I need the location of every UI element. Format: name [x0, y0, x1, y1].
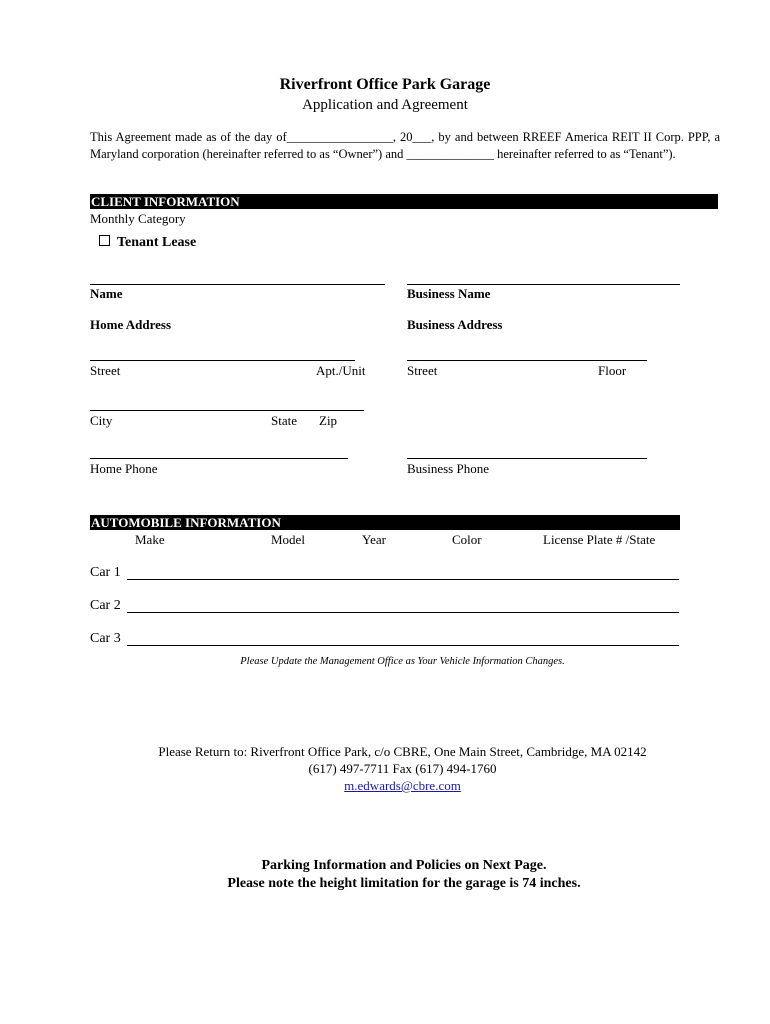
name-label: Name: [90, 286, 123, 301]
home-phone-label: Home Phone: [90, 461, 158, 476]
business-address-label: Business Address: [407, 317, 503, 332]
street-label: Street: [90, 363, 121, 378]
col-year: Year: [362, 532, 386, 547]
city-label: City: [90, 413, 113, 428]
tenant-lease-label: Tenant Lease: [117, 235, 197, 250]
automobile-info-header: AUTOMOBILE INFORMATION: [90, 515, 680, 530]
car-3-field[interactable]: [127, 645, 679, 646]
business-name-label: Business Name: [407, 286, 491, 301]
home-phone-field[interactable]: [90, 458, 348, 459]
car-2-label: Car 2: [90, 598, 121, 613]
page-subtitle: Application and Agreement: [302, 97, 468, 113]
business-phone-label: Business Phone: [407, 461, 489, 476]
state-label: State: [271, 413, 297, 428]
city-state-zip-field[interactable]: [90, 410, 364, 411]
floor-label: Floor: [598, 363, 627, 378]
business-name-field[interactable]: [407, 284, 680, 285]
business-phone-field[interactable]: [407, 458, 647, 459]
return-address: Please Return to: Riverfront Office Park, c/o CBRE, One Main Street, Cambridge, MA 02142: [158, 744, 647, 759]
zip-label: Zip: [319, 413, 338, 428]
car-3-label: Car 3: [90, 631, 121, 646]
agreement-intro: This Agreement made as of the day of_________________, 20___, by and between RREEF America REIT II Corp. PPP, a Maryland corporation (hereinafter referred to as “Owner”) and ______________ hereinafter referred to as “Tenant”).: [90, 130, 720, 161]
parking-info-note: Parking Information and Policies on Next Page.: [261, 858, 547, 873]
height-limit-note: Please note the height limitation for the garage is 74 inches.: [227, 876, 581, 891]
tenant-lease-checkbox[interactable]: [99, 235, 110, 246]
monthly-category-label: Monthly Category: [90, 211, 186, 226]
col-model: Model: [271, 532, 305, 547]
apt-label: Apt./Unit: [316, 363, 366, 378]
col-make: Make: [135, 532, 165, 547]
contact-email-link[interactable]: m.edwards@cbre.com: [344, 778, 461, 793]
business-street-field[interactable]: [407, 360, 647, 361]
name-field[interactable]: [90, 284, 385, 285]
car-2-field[interactable]: [127, 612, 679, 613]
business-street-label: Street: [407, 363, 438, 378]
col-color: Color: [452, 532, 482, 547]
car-1-label: Car 1: [90, 565, 121, 580]
car-1-field[interactable]: [127, 579, 679, 580]
street-field[interactable]: [90, 360, 355, 361]
client-info-header: CLIENT INFORMATION: [90, 194, 718, 209]
contact-phone-fax: (617) 497-7711 Fax (617) 494-1760: [308, 761, 497, 776]
vehicle-update-note: Please Update the Management Office as Your Vehicle Information Changes.: [240, 656, 565, 667]
col-license-plate: License Plate # /State: [543, 532, 656, 547]
page-title: Riverfront Office Park Garage: [279, 76, 491, 93]
home-address-label: Home Address: [90, 317, 172, 332]
